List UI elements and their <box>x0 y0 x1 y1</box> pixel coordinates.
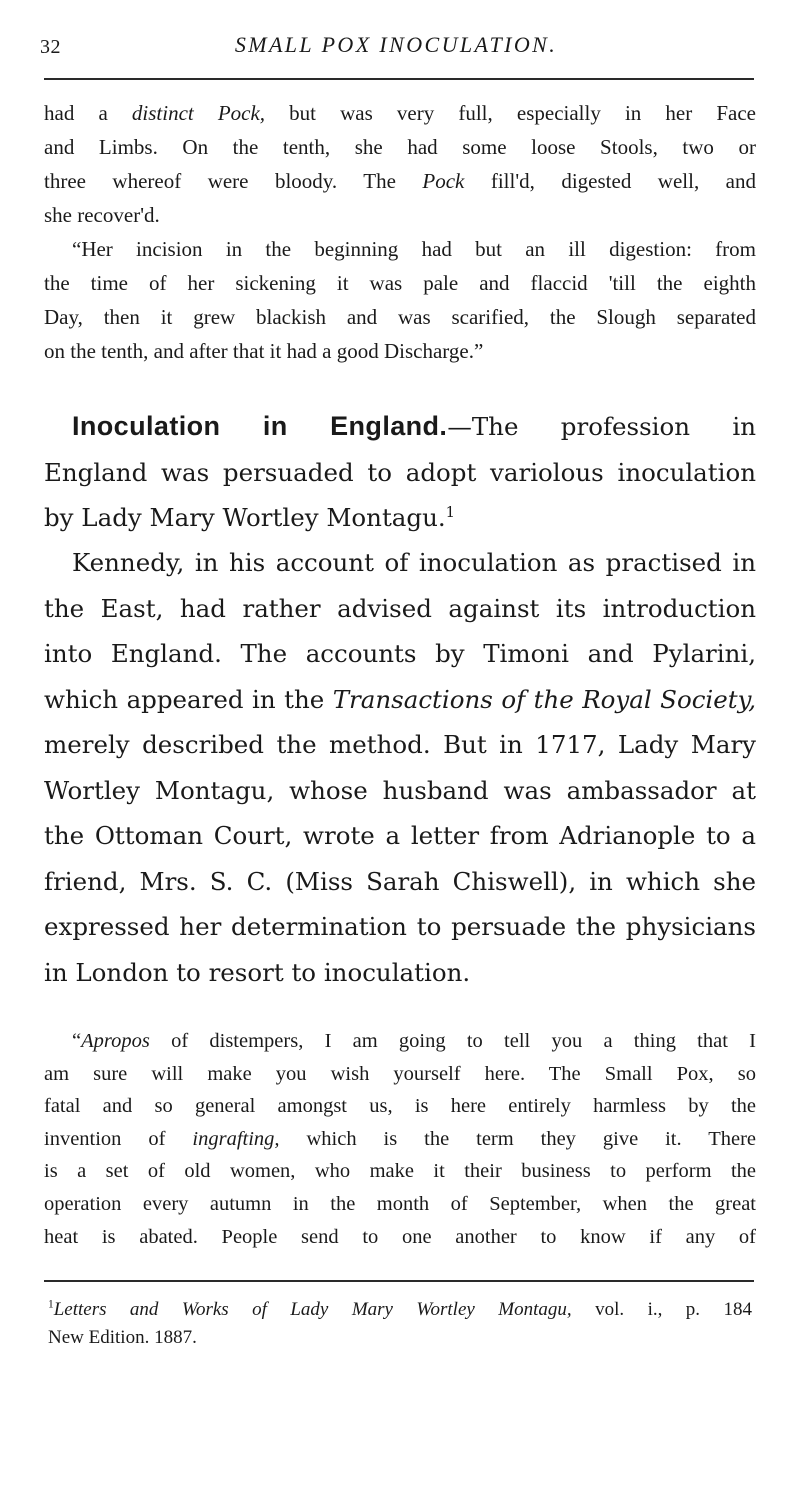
section-heading: Inoculation in England. <box>72 411 448 441</box>
italic-run: Pock <box>422 169 465 193</box>
italic-run: distinct Pock, <box>131 101 266 125</box>
text-run: of distempers, I am going to tell you a thing that I <box>149 1030 756 1052</box>
footnote <box>48 1296 752 1352</box>
italic-run: Letters and Works of Lady Mary Wortley Montagu, <box>53 1299 572 1320</box>
section-opening-paragraph <box>44 404 756 541</box>
text-line: the East, had rather advised against its introduction <box>44 593 756 623</box>
text-line: merely described the method. But in 1717, Lady Mary <box>44 730 756 759</box>
text-line: the time of her sickening it was pale and flaccid 'till the eighth <box>44 271 756 295</box>
text-run: vol. i., p. 184 <box>571 1299 752 1320</box>
text-line <box>44 1025 756 1058</box>
footnote-rule <box>44 1280 754 1282</box>
text-line: is a set of old women, who make it their business to perform the <box>44 1160 756 1183</box>
text-line: in London to resort to inoculation. <box>44 957 471 987</box>
text-line: expressed her determination to persuade the physicians <box>44 912 756 941</box>
text-run: which is the term they give it. There <box>279 1127 756 1150</box>
text-line: am sure will make you wish yourself here. The Small Pox, so <box>44 1062 756 1085</box>
text-line: fatal and so general amongst us, is here entirely harmless by the <box>44 1095 756 1118</box>
text-line: Kennedy, in his account of inoculation as practised in <box>72 548 756 577</box>
text-line: New Edition. 1887. <box>48 1327 197 1348</box>
continuation-paragraph <box>44 96 756 232</box>
text-line: and Limbs. On the tenth, she had some loose Stools, two or <box>44 135 756 159</box>
text-run: “ <box>72 1030 82 1052</box>
letter-quotation <box>44 1025 756 1253</box>
text-line <box>44 96 756 130</box>
running-head <box>40 30 752 70</box>
text-line: England was persuaded to adopt variolous inoculation <box>44 457 756 487</box>
body-paragraph <box>44 540 756 995</box>
text-line: friend, Mrs. S. C. (Miss Sarah Chiswell), in which she <box>44 866 756 896</box>
text-line <box>44 404 756 450</box>
text-line: heat is abated. People send to one another to know if any of <box>44 1225 756 1248</box>
text-run: but was very full, especially in her Face <box>265 101 756 125</box>
footnote-number: 1 <box>48 1298 54 1311</box>
text-run: fill'd, digested well, and <box>464 169 756 193</box>
text-run: by Lady Mary Wortley Montagu. <box>44 503 446 532</box>
text-line <box>44 1123 756 1156</box>
text-line <box>44 495 756 541</box>
text-line <box>44 677 756 723</box>
text-line <box>48 1296 752 1324</box>
text-line: Day, then it grew blackish and was scarified, the Slough separated <box>44 305 756 329</box>
text-line: into England. The accounts by Timoni and Pylarini, <box>44 639 756 668</box>
header-rule <box>44 78 754 80</box>
text-run: which appeared in the <box>44 684 333 714</box>
text-line: Wortley Montagu, whose husband was ambassador at <box>44 775 756 805</box>
page-number: 32 <box>40 36 61 58</box>
text-run: had a <box>44 101 132 125</box>
footnote-marker: 1 <box>445 503 456 521</box>
italic-run: Transactions of the Royal Society, <box>332 684 756 714</box>
text-line: on the tenth, and after that it had a good Discharge.” <box>44 339 484 363</box>
quoted-case-paragraph <box>44 232 756 368</box>
running-title: SMALL POX INOCULATION. <box>234 32 558 57</box>
text-line: she recover'd. <box>44 203 160 227</box>
text-line: “Her incision in the beginning had but an ill digestion: from <box>72 237 756 261</box>
text-run: three whereof were bloody. The <box>44 169 423 193</box>
text-run: invention of <box>44 1127 193 1150</box>
text-run: —The profession in <box>447 412 756 441</box>
italic-run: ingrafting, <box>192 1127 280 1150</box>
text-line: the Ottoman Court, wrote a letter from Adrianople to a <box>44 821 756 850</box>
text-line <box>44 164 756 198</box>
italic-run: Apropos <box>81 1030 150 1052</box>
text-line: operation every autumn in the month of September, when the great <box>44 1192 756 1215</box>
